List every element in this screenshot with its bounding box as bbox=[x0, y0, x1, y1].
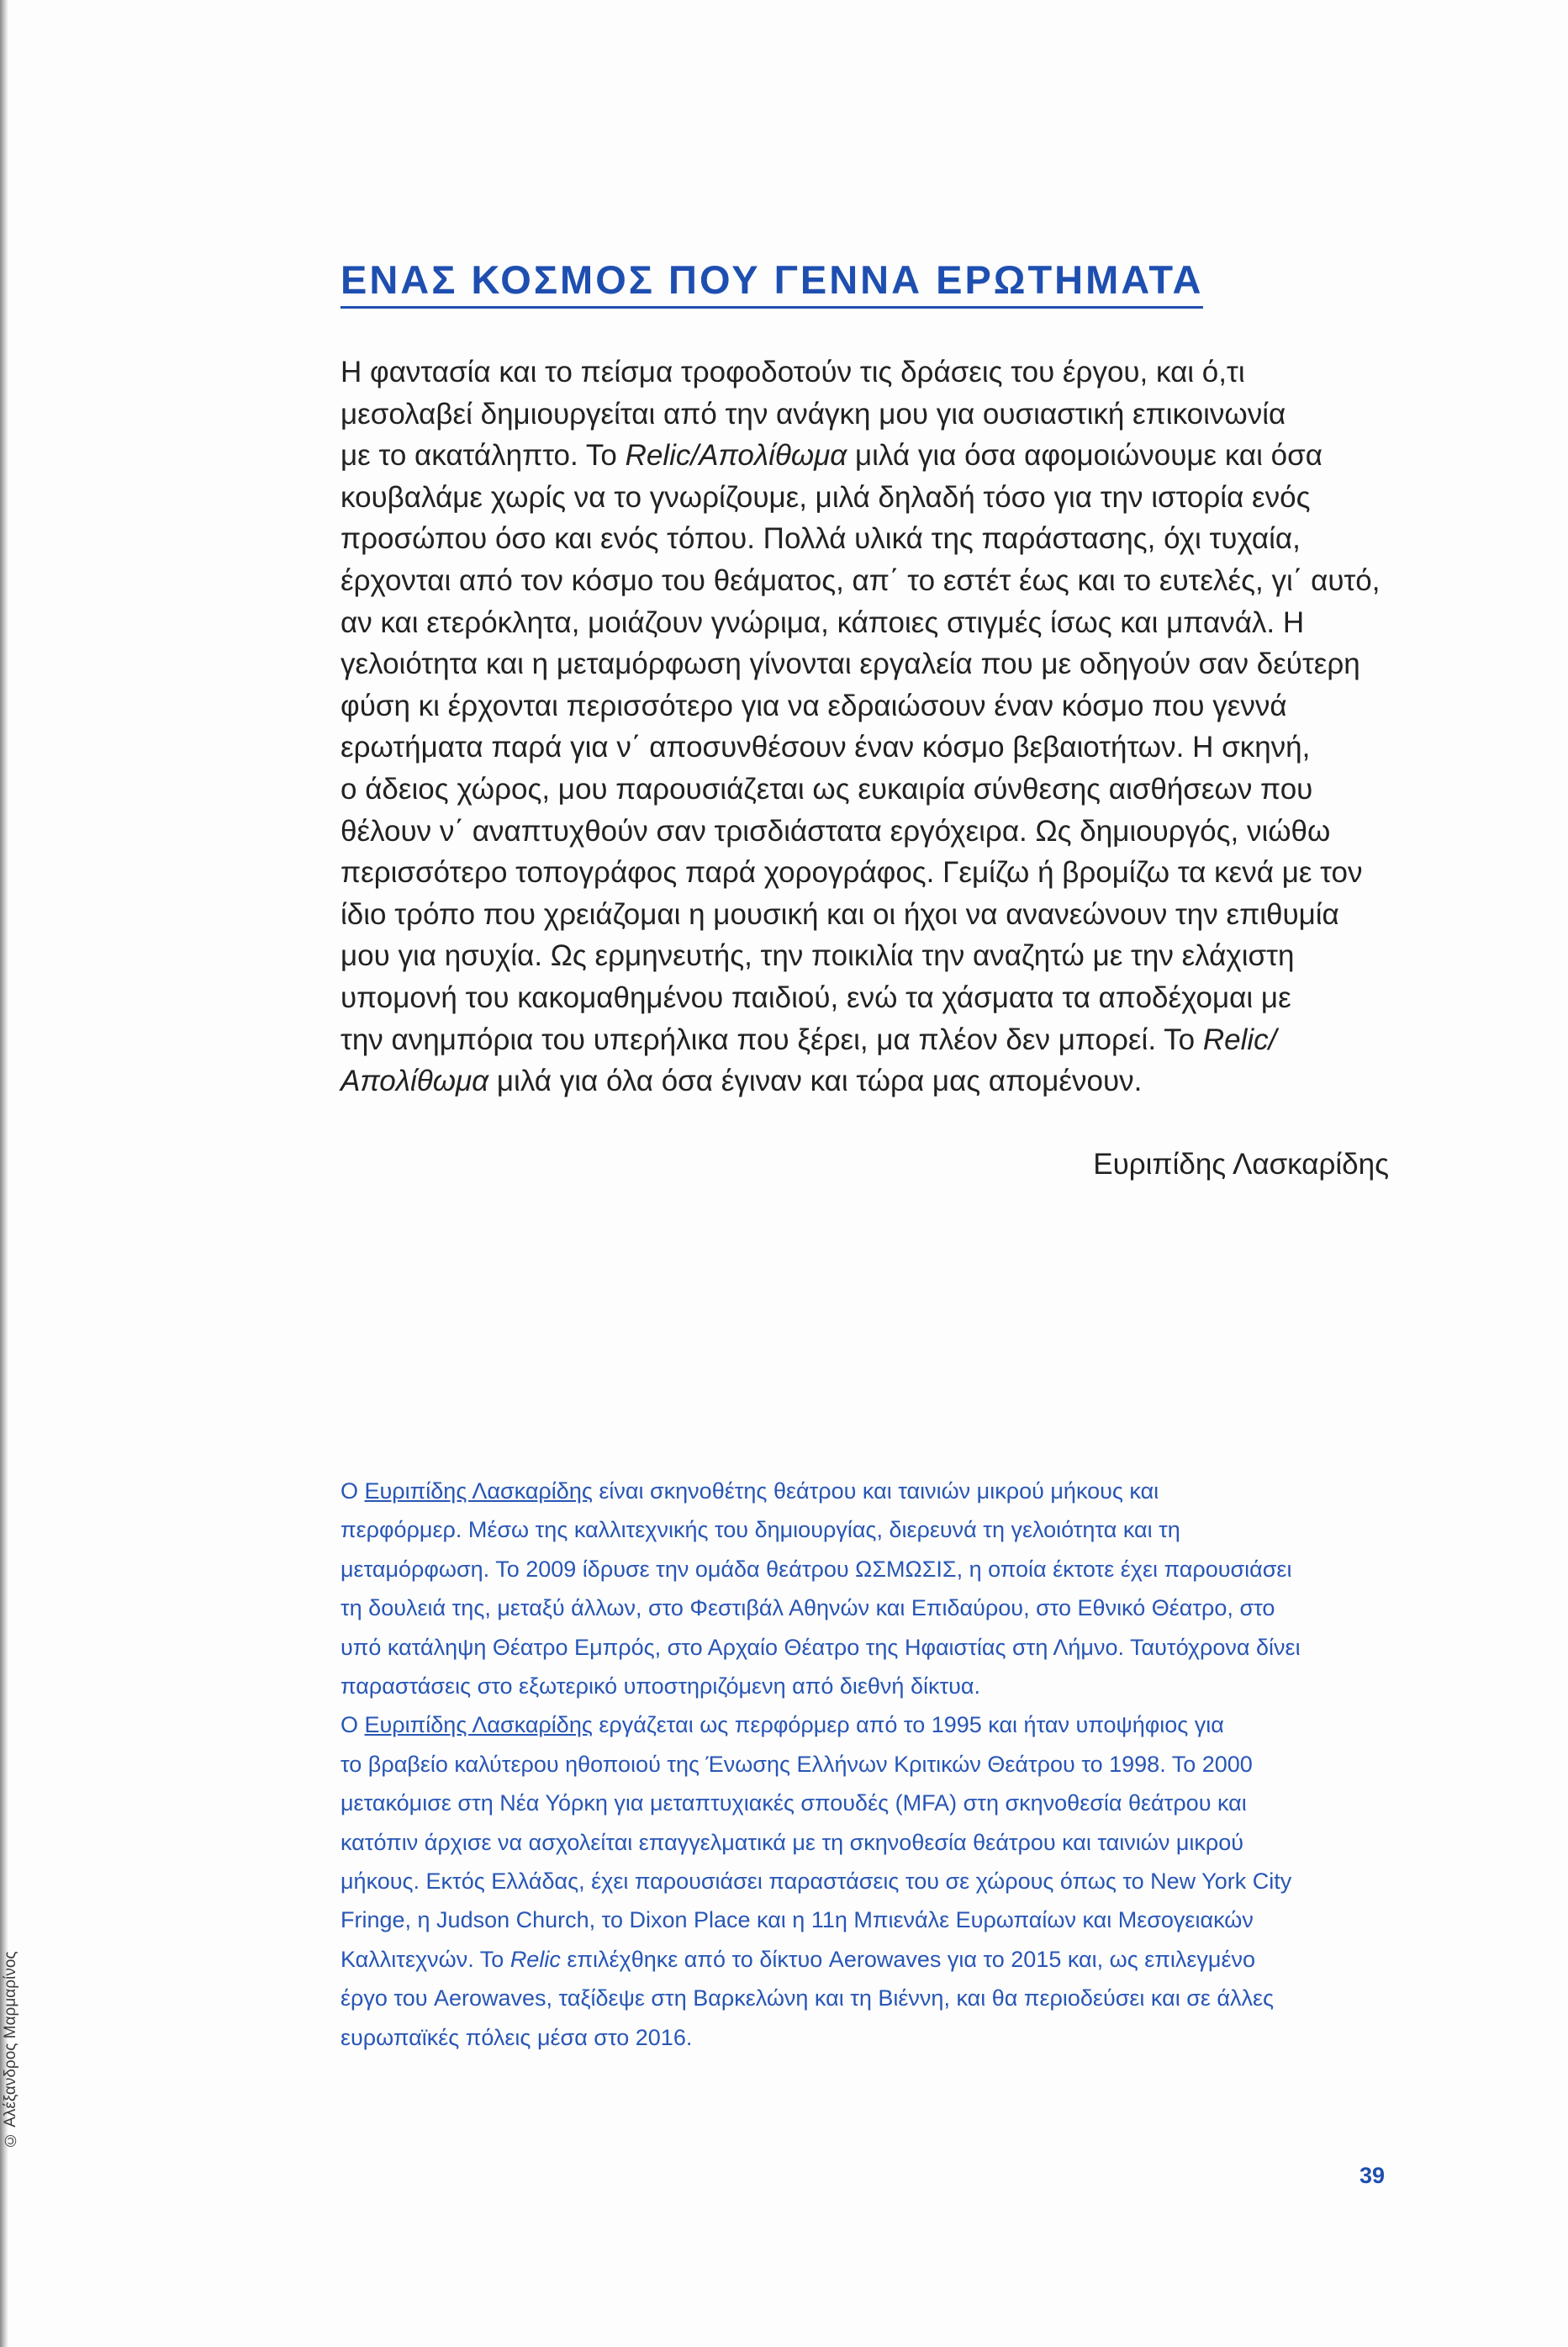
text-line: προσώπου όσο και ενός τόπου. Πολλά υλικά της παράστασης, όχι τυχαία, bbox=[341, 522, 1301, 556]
work-title-italic: Relic bbox=[509, 1946, 561, 1972]
text-line: ερωτήματα παρά για ν΄ αποσυνθέσουν έναν κόσμο βεβαιοτήτων. Η σκηνή, bbox=[341, 731, 1311, 764]
text-segment: επιλέχθηκε από το δίκτυο Aerowaves για το 2015 και, ως επιλεγμένο bbox=[560, 1946, 1256, 1972]
text-line: περφόρμερ. Μέσω της καλλιτεχνικής του δημιουργίας, διερευνά τη γελοιότητα και τη bbox=[341, 1517, 1180, 1543]
text-segment: με το ακατάληπτο. Το bbox=[341, 439, 626, 473]
text-line: θέλουν ν΄ αναπτυχθούν σαν τρισδιάστατα εργόχειρα. Ως δημιουργός, νιώθω bbox=[341, 814, 1331, 848]
text-line: υπομονή του κακομαθημένου παιδιού, ενώ τα χάσματα τα αποδέχομαι με bbox=[341, 981, 1291, 1014]
text-line: μήκους. Εκτός Ελλάδας, έχει παρουσιάσει παραστάσεις του σε χώρους όπως το New York City bbox=[341, 1869, 1292, 1895]
page-title: ΕΝΑΣ ΚΟΣΜΟΣ ΠΟΥ ΓΕΝΝΑ ΕΡΩΤΗΜΑΤΑ bbox=[341, 256, 1203, 309]
text-line: έρχονται από τον κόσμο του θεάματος, απ΄ το εστέτ έως και το ευτελές, γι΄ αυτό, bbox=[341, 563, 1381, 597]
text-line bbox=[341, 1019, 1400, 1061]
work-title-italic: Relic/Απολίθωμα bbox=[625, 439, 847, 473]
bio-highlight: Ευριπίδης Λασκαρίδης bbox=[364, 1712, 593, 1738]
text-line: περισσότερο τοπογράφος παρά χορογράφος. Γεμίζω ή βρομίζω τα κενά με τον bbox=[341, 856, 1363, 890]
text-line: φύση κι έρχονται περισσότερο για να εδραιώσουν έναν κόσμο που γεννά bbox=[341, 689, 1287, 722]
text-segment: μιλά για όσα αφομοιώνουμε και όσα bbox=[847, 439, 1323, 473]
page-number: 39 bbox=[1359, 2163, 1385, 2188]
text-line: έργο του Aerowaves, ταξίδεψε στη Βαρκελώνη και τη Βιέννη, και θα περιοδεύσει και σε άλλες bbox=[341, 1985, 1275, 2011]
text-segment: εργάζεται ως περφόρμερ από το 1995 και ήταν υποψήφιος για bbox=[592, 1712, 1224, 1738]
text-segment: Ο bbox=[341, 1478, 365, 1504]
text-line: παραστάσεις στο εξωτερικό υποστηριζόμενη από διεθνή δίκτυα. bbox=[341, 1673, 981, 1699]
text-line bbox=[341, 1940, 1400, 1979]
text-line bbox=[341, 1705, 1400, 1744]
text-line: γελοιότητα και η μεταμόρφωση γίνονται εργαλεία που με οδηγούν σαν δεύτερη bbox=[341, 648, 1360, 681]
author-signature: Ευριπίδης Λασκαρίδης bbox=[1093, 1148, 1389, 1181]
text-line: μετακόμισε στη Νέα Υόρκη για μεταπτυχιακές σπουδές (MFA) στη σκηνοθεσία θεάτρου και bbox=[341, 1790, 1247, 1816]
text-line: Fringe, η Judson Church, το Dixon Place και η 11η Μπιενάλε Ευρωπαίων και Μεσογειακών bbox=[341, 1907, 1254, 1933]
text-line: τη δουλειά της, μεταξύ άλλων, στο Φεστιβάλ Αθηνών και Επιδαύρου, στο Εθνικό Θέατρο, στο bbox=[341, 1595, 1275, 1621]
text-segment: Καλλιτεχνών. Το bbox=[341, 1946, 510, 1972]
work-title-italic: Απολίθωμα bbox=[341, 1065, 489, 1098]
text-line: ίδιο τρόπο που χρειάζομαι η μουσική και οι ήχοι να ανανεώνουν την επιθυμία bbox=[341, 897, 1339, 931]
text-segment: την ανημπόρια του υπερήλικα που ξέρει, μα πλέον δεν μπορεί. Το bbox=[341, 1023, 1203, 1056]
photo-credit: © Αλέξανδρος Μαρμαρίνος bbox=[2, 1951, 19, 2149]
bio-highlight: Ευριπίδης Λασκαρίδης bbox=[364, 1478, 593, 1504]
text-line bbox=[341, 1060, 1400, 1102]
text-line: κατόπιν άρχισε να ασχολείται επαγγελματικά με τη σκηνοθεσία θεάτρου και ταινιών μικρού bbox=[341, 1829, 1244, 1855]
text-line: Η φαντασία και το πείσμα τροφοδοτούν τις δράσεις του έργου, και ό,τι bbox=[341, 356, 1245, 389]
text-line: μου για ησυχία. Ως ερμηνευτής, την ποικιλία την αναζητώ με την ελάχιστη bbox=[341, 939, 1295, 973]
text-line: μεταμόρφωση. Το 2009 ίδρυσε την ομάδα θεάτρου ΩΣΜΩΣΙΣ, η οποία έκτοτε έχει παρουσιάσει bbox=[341, 1556, 1292, 1582]
text-line: κουβαλάμε χωρίς να το γνωρίζουμε, μιλά δηλαδή τόσο για την ιστορία ενός bbox=[341, 480, 1311, 514]
text-line: ευρωπαϊκές πόλεις μέσα στο 2016. bbox=[341, 2024, 693, 2050]
text-line bbox=[341, 435, 1400, 477]
author-bio bbox=[341, 1472, 1400, 2057]
text-line: μεσολαβεί δημιουργείται από την ανάγκη μου για ουσιαστική επικοινωνία bbox=[341, 397, 1286, 431]
text-segment: είναι σκηνοθέτης θεάτρου και ταινιών μικρού μήκους και bbox=[592, 1478, 1159, 1504]
text-line: αν και ετερόκλητα, μοιάζουν γνώριμα, κάποιες στιγμές ίσως και μπανάλ. Η bbox=[341, 605, 1305, 639]
work-title-italic: Relic/ bbox=[1202, 1023, 1277, 1056]
text-line: το βραβείο καλύτερου ηθοποιού της Ένωσης Ελλήνων Κριτικών Θεάτρου το 1998. Το 2000 bbox=[341, 1751, 1253, 1777]
text-line: υπό κατάληψη Θέατρο Εμπρός, στο Αρχαίο Θέατρο της Ηφαιστίας στη Λήμνο. Ταυτόχρονα δίνει bbox=[341, 1634, 1301, 1660]
main-text bbox=[341, 352, 1400, 1102]
text-line bbox=[341, 1472, 1400, 1510]
text-line: ο άδειος χώρος, μου παρουσιάζεται ως ευκαιρία σύνθεσης αισθήσεων που bbox=[341, 772, 1313, 806]
text-segment: Ο bbox=[341, 1712, 365, 1738]
text-segment: μιλά για όλα όσα έγιναν και τώρα μας απομένουν. bbox=[488, 1065, 1143, 1098]
